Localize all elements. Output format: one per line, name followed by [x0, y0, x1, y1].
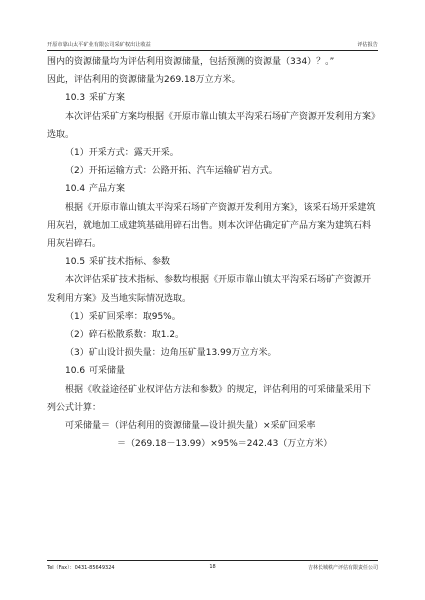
list-item-transport-method: （2）开拓运输方式：公路开拓、汽车运输矿岩方式。 — [65, 166, 278, 177]
formula-line-2: ＝（269.18－13.99）×95%＝242.43（万立方米） — [117, 439, 333, 450]
section-number: 10.5 — [65, 257, 86, 268]
header-right-text: 评估报告 — [357, 42, 378, 48]
paragraph-mining-plan: 本次评估采矿方案均根据《开原市靠山镇太平沟采石场矿产资源开发利用方案》选取。 — [47, 111, 376, 140]
section-heading-10-3 — [47, 89, 379, 107]
page-footer — [47, 560, 378, 570]
paragraph-continued-1: 围内的资源储量均为评估利用资源储量，包括预测的资源量（334）？。” — [47, 57, 335, 67]
section-number: 10.4 — [65, 184, 86, 195]
section-title: 可采储量 — [89, 366, 126, 377]
section-heading-10-4 — [47, 180, 379, 198]
paragraph-technical-params: 本次评估采矿技术指标、参数均根据《开原市靠山镇太平沟采石场矿产资源开发利用方案》及当地实际情况选取。 — [47, 275, 372, 304]
list-item-design-loss: （3）矿山设计损失量：边角压矿量13.99万立方米。 — [65, 348, 277, 359]
header-left-text: 开原市靠山太平矿业有限公司采矿权出让收益 — [47, 42, 151, 48]
list-item-loosening-factor: （2）碎石松散系数：取1.2。 — [65, 330, 185, 341]
paragraph-recoverable-reserves: 根据《收益途径矿业权评估方法和参数》的规定，评估利用的可采储量采用下列公式计算： — [47, 384, 372, 413]
list-item-mining-method: （1）开采方式：露天开采。 — [65, 148, 179, 159]
section-number: 10.3 — [65, 93, 86, 104]
section-heading-10-6 — [47, 362, 379, 380]
section-title: 采矿技术指标、参数 — [89, 257, 171, 268]
footer-phone: Tel（Fax）：0431-85649324 — [47, 565, 115, 571]
footer-company: 吉林长城秩产评估有限责任公司 — [307, 565, 378, 571]
section-title: 产品方案 — [89, 184, 126, 195]
document-body — [47, 53, 379, 453]
formula-line-1: 可采储量＝（评估利用的资源储量—设计损失量）×采矿回采率 — [65, 421, 316, 432]
section-title: 采矿方案 — [89, 93, 126, 104]
section-number: 10.6 — [65, 366, 86, 377]
list-item-recovery-rate: （1）采矿回采率：取95%。 — [65, 311, 181, 322]
paragraph-product-plan: 根据《开原市靠山镇太平沟采石场矿产资源开发利用方案》，该采石场开采建筑用灰岩，就地加工成建筑基础用碎石出售。则本次评估确定矿产品方案为建筑石料用灰岩碎石。 — [47, 202, 376, 250]
page-header — [47, 40, 378, 51]
page-number: 18 — [209, 564, 216, 570]
section-heading-10-5 — [47, 253, 379, 271]
paragraph-continued-2: 因此，评估利用的资源储量为269.18万立方米。 — [47, 75, 241, 86]
